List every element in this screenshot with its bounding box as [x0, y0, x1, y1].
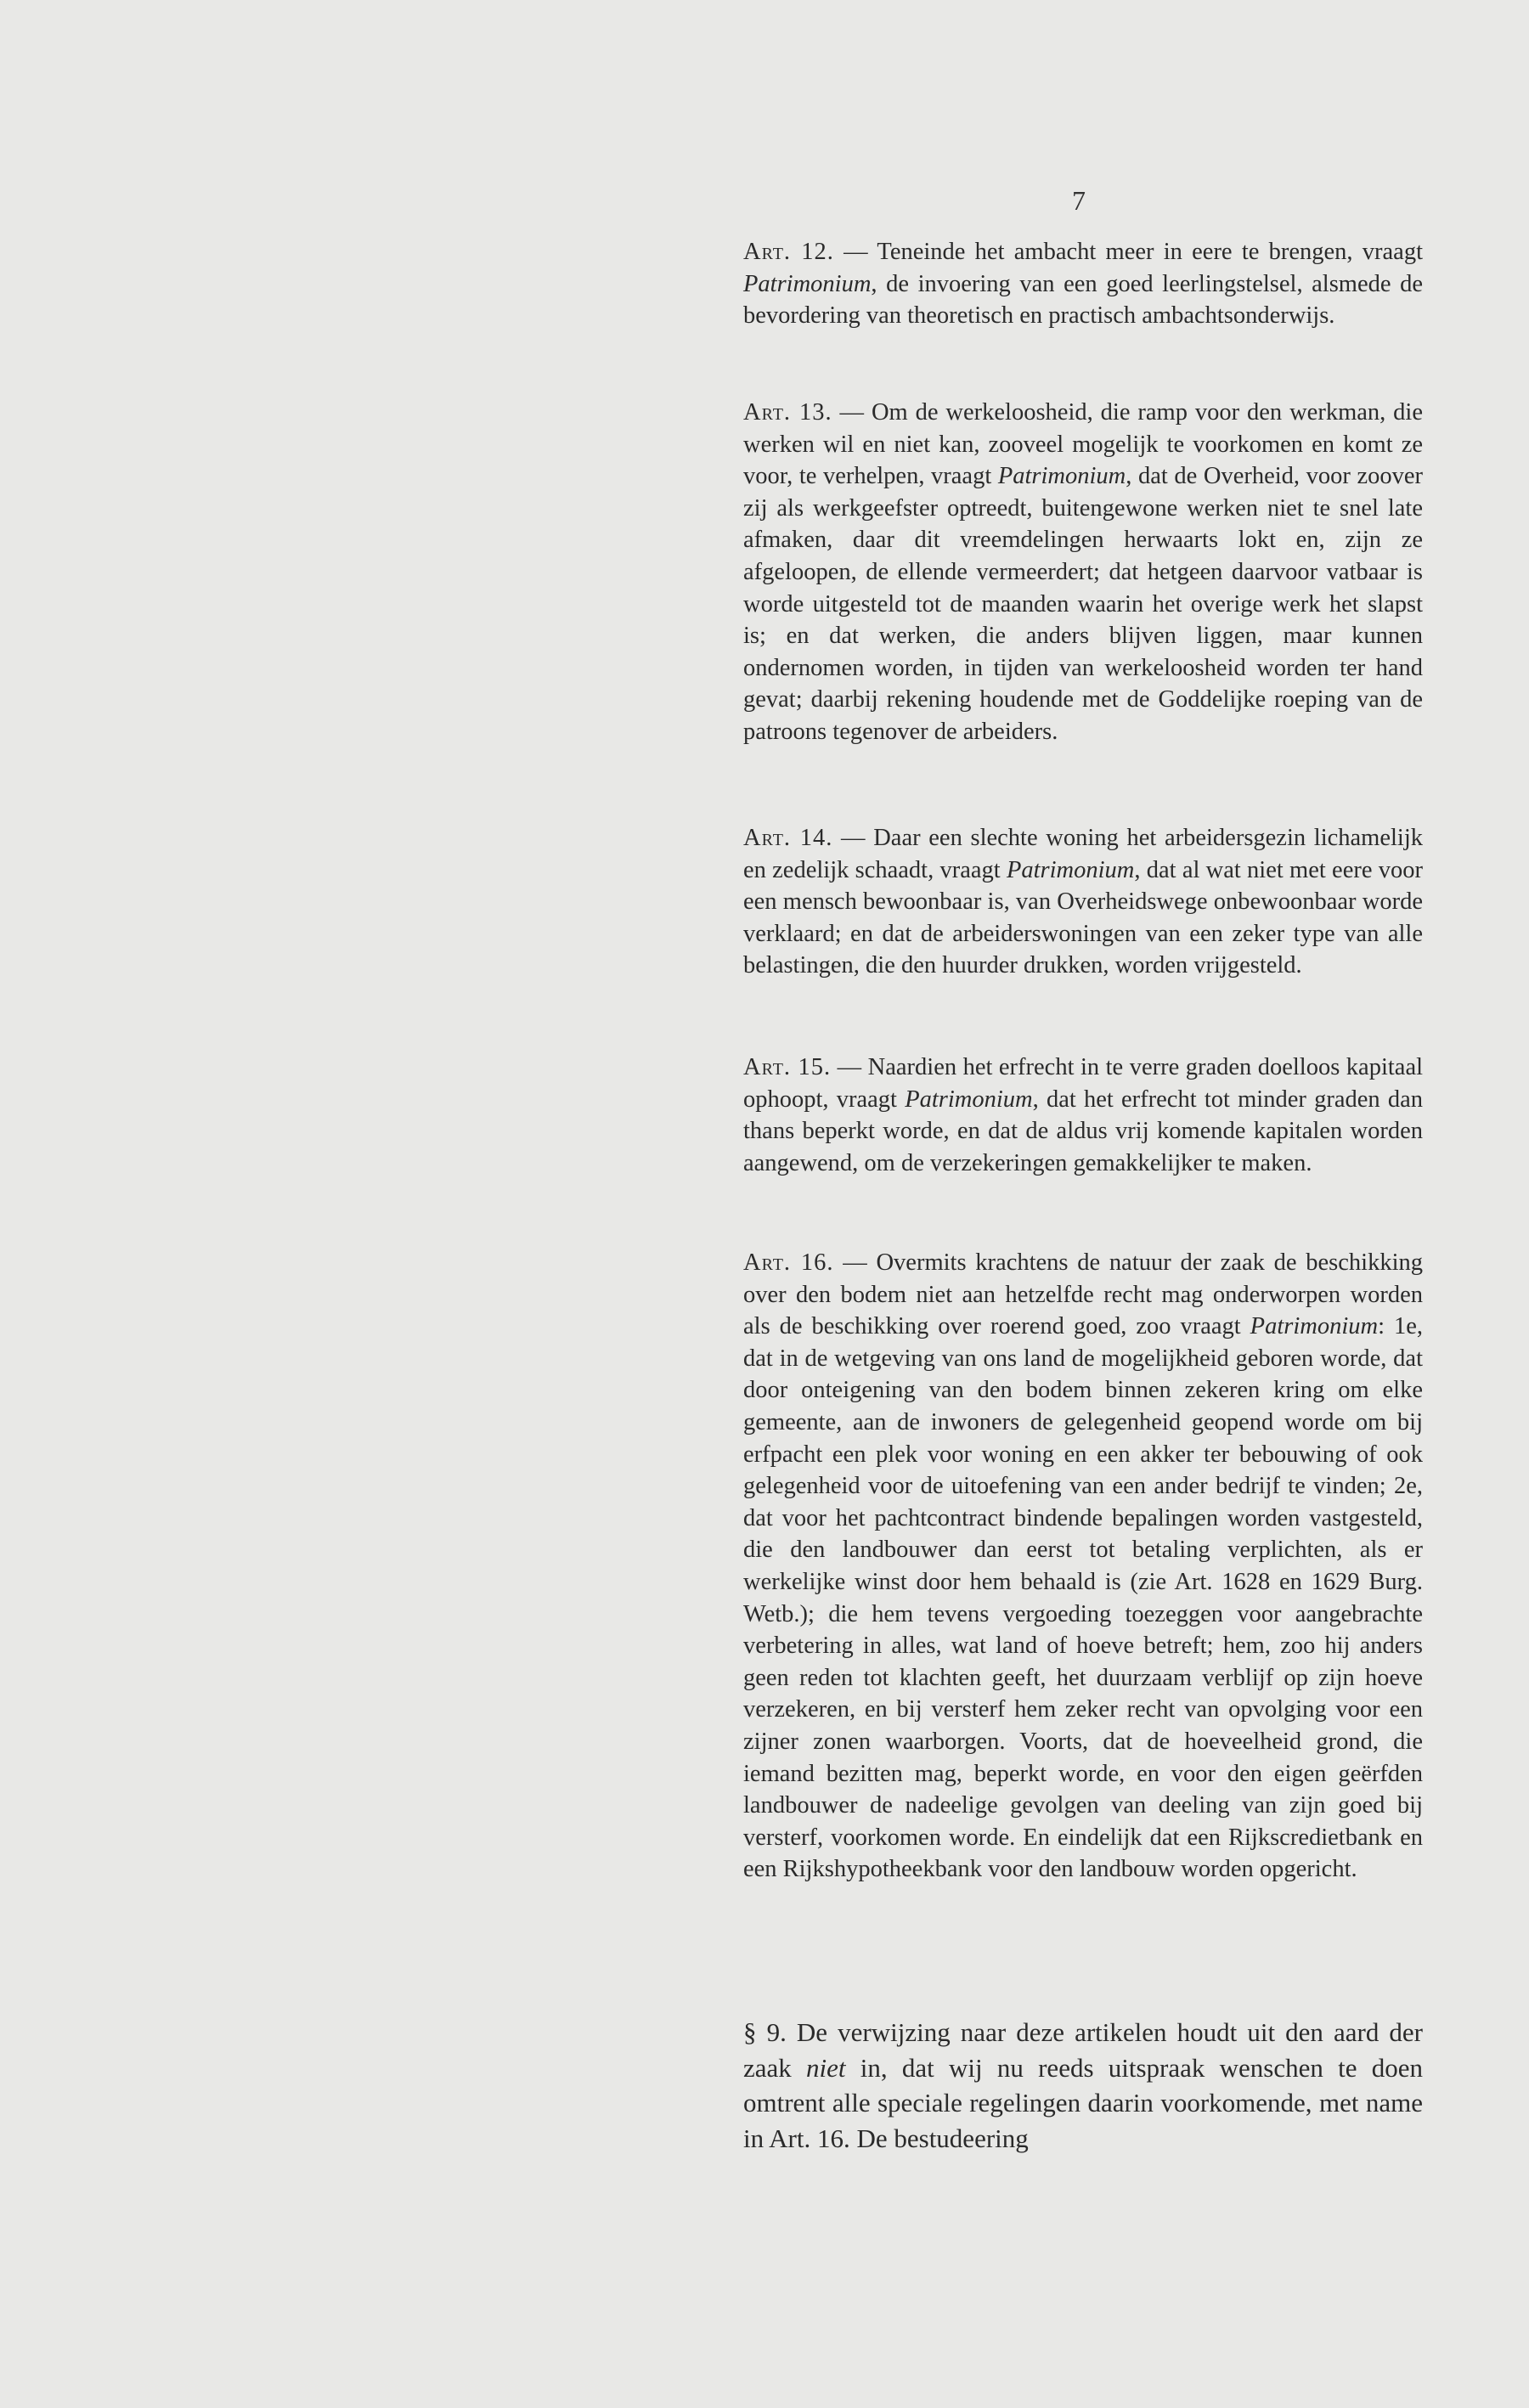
- article-text: — Overmits krachtens de natuur der zaak de beschikking over den bodem niet aan hetzelfde recht mag onderworpen worden als de beschikking over roerend goed, zoo vraagt: [743, 1249, 1423, 1340]
- article-heading: Art. 15.: [743, 1054, 832, 1080]
- section-text: in, dat wij nu reeds uitspraak wenschen te doen omtrent alle speciale regelingen daarin voorkomende, met name in Art. 16. De bestudeering: [743, 2052, 1423, 2153]
- emphasis-text: Patrimonium: [997, 463, 1126, 490]
- article-text: — Teneinde het ambacht meer in eere te brengen, vraagt: [833, 239, 1423, 265]
- article-heading: Art. 14.: [743, 825, 833, 851]
- article-15: [743, 1052, 1423, 1179]
- article-text: , dat het erfrecht tot minder graden dan thans beperkt worde, en dat de aldus vrij komende kapitalen worden aangewend, om de verzekeringen gemakkelijker te maken.: [743, 1086, 1423, 1176]
- article-text: , dat al wat niet met eere voor een mensch bewoonbaar is, van Overheidswege onbewoonbaar worde verklaard; en dat de arbeiderswoningen van een zeker type van alle belastingen, die den huurder drukken, worden vrijgesteld.: [743, 856, 1423, 979]
- emphasis-text: Patrimonium: [743, 270, 872, 297]
- article-16: [743, 1247, 1423, 1886]
- section-9: [743, 2015, 1423, 2156]
- article-text: , dat de Overheid, voor zoover zij als werkgeefster optreedt, buitengewone werken niet te snel late afmaken, daar dit vreemdelingen herwaarts lokt en, zijn ze afgeloopen, de ellende vermeerdert; dat hetgeen daarvoor vatbaar is worde uitgesteld tot de maanden waarin het overige werk het slapst is; en dat werken, die anders blijven liggen, maar kunnen ondernomen worden, in tijden van werkeloosheid worden ter hand gevat; daarbij rekening houdende met de Goddelijke roeping van de patroons tegenover de arbeiders.: [743, 463, 1423, 745]
- page-number: 7: [1072, 185, 1086, 216]
- article-heading: Art. 13.: [743, 399, 832, 426]
- section-text: § 9. De verwijzing naar deze artikelen houdt uit den aard der zaak: [743, 2017, 1423, 2083]
- article-14: [743, 822, 1423, 982]
- article-text: — Om de werkeloosheid, die ramp voor den werkman, die werken wil en niet kan, zooveel mogelijk te voorkomen en komt ze voor, te verhelpen, vraagt: [743, 399, 1423, 490]
- article-text: — Daar een slechte woning het arbeidersgezin lichamelijk en zedelijk schaadt, vraagt: [743, 825, 1424, 883]
- article-13: [743, 397, 1423, 748]
- emphasis-text: niet: [806, 2052, 846, 2083]
- emphasis-text: Patrimonium: [1006, 856, 1135, 883]
- article-12: [743, 236, 1423, 332]
- article-text: , de invoering van een goed leerlingstelsel, alsmede de bevordering van theoretisch en practisch ambachtsonderwijs.: [743, 270, 1423, 330]
- emphasis-text: Patrimonium: [905, 1086, 1033, 1113]
- article-text: : 1e, dat in de wetgeving van ons land de mogelijkheid geboren worde, dat door onteigening van den bodem binnen zekeren kring om elke gemeente, aan de inwoners de gelegenheid geopend worde om bij erfpacht een plek voor woning en een akker ter bebouwing of ook gelegenheid voor de uitoefening van een ander bedrijf te vinden; 2e, dat voor het pachtcontract bindende bepalingen worden vastgesteld, die den landbouwer dan eerst tot betaling verplichten, als er werkelijke winst door hem behaald is (zie Art. 1628 en 1629 Burg. Wetb.); die hem tevens vergoeding toezeggen voor aangebrachte verbetering in alles, wat land of hoeve betreft; hem, zoo hij anders geen reden tot klachten geeft, het duurzaam verblijf op zijn hoeve verzekeren, en bij versterf hem zeker recht van opvolging voor een zijner zonen waarborgen. Voorts, dat de hoeveelheid grond, die iemand bezitten mag, beperkt worde, en voor den eigen geërfden landbouwer de nadeelige gevolgen van deeling van zijn goed bij versterf, voorkomen worde. En eindelijk dat een Rijkscredietbank en een Rijkshypotheekbank voor den landbouw worden opgericht.: [743, 1313, 1423, 1883]
- emphasis-text: Patrimonium: [1250, 1313, 1379, 1340]
- article-heading: Art. 16.: [743, 1249, 834, 1276]
- article-text: — Naardien het erfrecht in te verre graden doelloos kapitaal ophoopt, vraagt: [743, 1054, 1424, 1113]
- article-heading: Art. 12.: [743, 239, 834, 265]
